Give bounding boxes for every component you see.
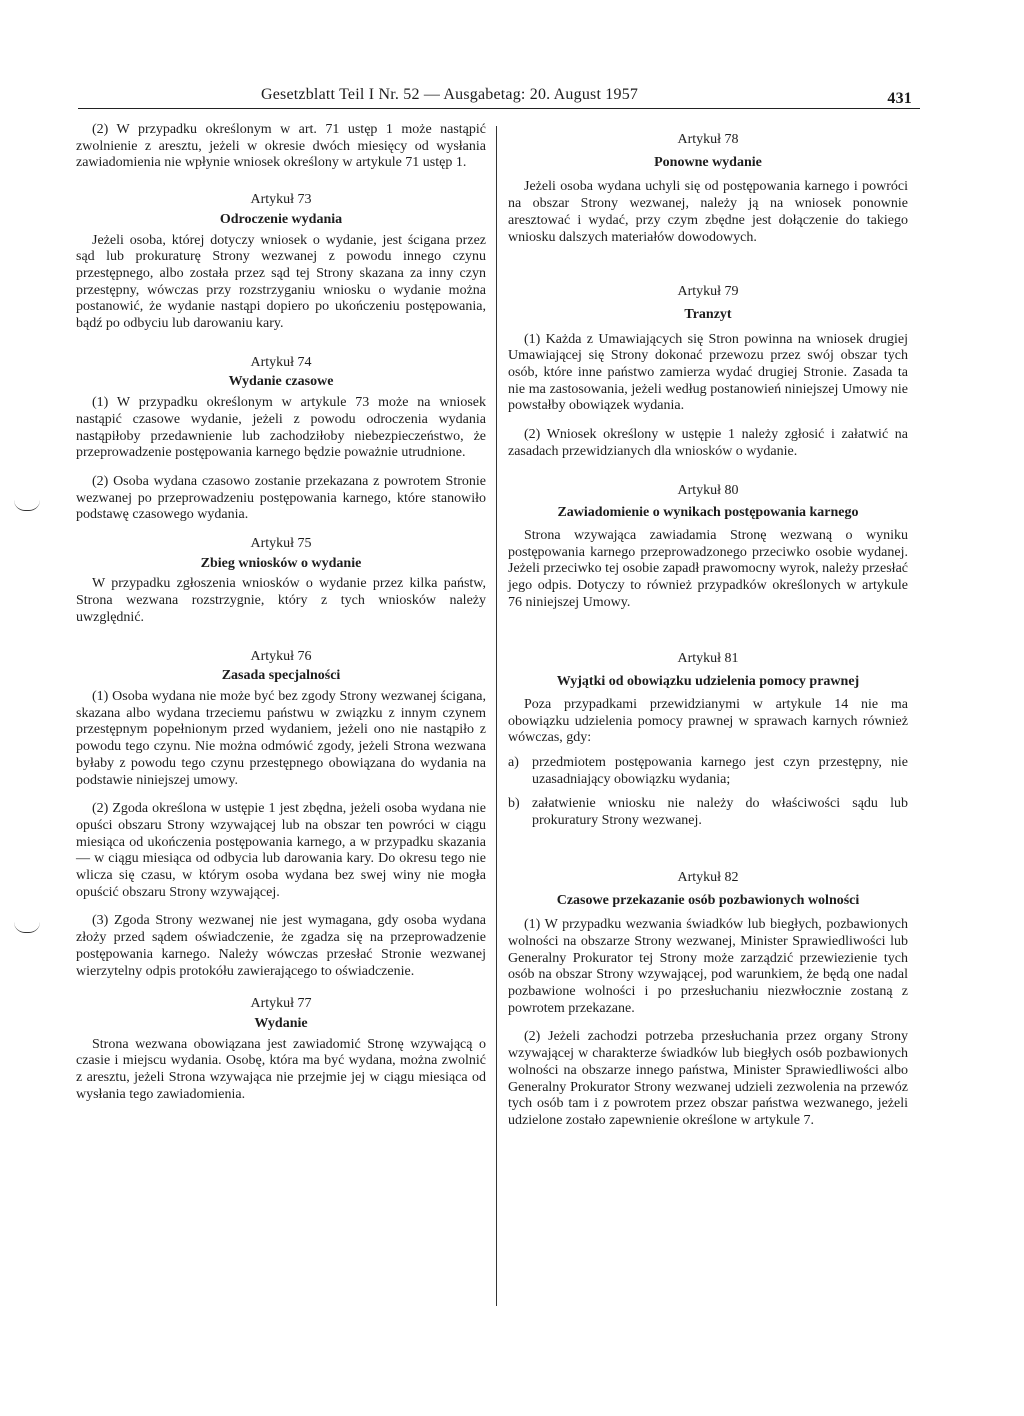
article-76 [76, 649, 486, 685]
page-number: 431 [887, 90, 912, 107]
margin-mark-icon [14, 500, 40, 511]
article-72-paragraph-2: (2) W przypadku określonym w art. 71 ustęp 1 może nastąpić zwolnienie z aresztu, jeżeli w okresie dwóch miesięcy od wysłania zawiadomienia nie wpłynie wniosek określony w artykule 71 ustęp 1. [76, 122, 486, 171]
article-75-text: W przypadku zgłoszenia wniosków o wydanie przez kilka państw, Strona wezwana rozstrzygnie, który z tych wniosków należy uwzględnić. [76, 576, 486, 625]
article-82-paragraph-1: (1) W przypadku wezwania świadków lub biegłych, pozbawionych wolności na obszarze Strony wezwanej, Minister Sprawiedliwości lub Generalny Prokurator tej Strony może zarządzić przewiezienie tych osób na obszar Strony wzywającej, pod warunkiem, że będą one nadal pozbawione wolności i po przesłuchaniu niezwłocznie zostaną z powrotem przekazane. [508, 917, 908, 1016]
article-number: Artykuł 79 [677, 284, 739, 300]
list-item [508, 796, 908, 829]
article-76-paragraph-3: (3) Zgoda Strony wezwanej nie jest wymagana, gdy osoba wydana złoży przed sądem oświadczenie, że zgadza się na przeprowadzenie postępowania karnego. Należy wówczas przesłać Stronie wezwanej wierzytelny odpis protokółu zawierającego to oświadczenie. [76, 913, 486, 979]
list-text: przedmiotem postępowania karnego jest czyn przestępny, nie uzasadniający obowiązku wydania; [532, 754, 908, 787]
page-header [78, 86, 920, 106]
list-text: załatwienie wniosku nie należy do właściwości sądu lub prokuratury Strony wezwanej. [532, 796, 908, 829]
header-rule [78, 108, 920, 109]
article-81 [508, 651, 908, 690]
article-77-text: Strona wezwana obowiązana jest zawiadomić Stronę wzywającą o czasie i miejscu wydania. Osobę, która ma być wydana, można zwolnić z aresztu, jeżeli Strona wzywająca nie przejmie jej w ciągu miesiąca od wysłania tego zawiadomienia. [76, 1036, 486, 1102]
article-81-text: Poza przypadkami przewidzianymi w artykule 14 nie ma obowiązku udzielenia pomocy prawnej w sprawach karnych również wówczas, gdy: [508, 696, 908, 746]
article-number: Artykuł 82 [677, 869, 739, 885]
article-number: Artykuł 73 [250, 192, 312, 208]
article-number: Artykuł 81 [677, 651, 739, 667]
article-title: Zbieg wniosków o wydanie [200, 555, 362, 571]
article-number: Artykuł 74 [250, 354, 312, 370]
list-item [508, 755, 908, 788]
column-divider [496, 126, 497, 1306]
left-column [76, 122, 486, 1103]
article-number: Artykuł 76 [250, 648, 312, 664]
article-76-paragraph-2: (2) Zgoda określona w ustępie 1 jest zbędna, jeżeli osoba wydana nie opuści obszaru Strony wzywającej lub na obszar ten powróci w ciągu miesiąca od ukończenia postępowania karnego, a w przypadku skazania — w ciągu miesiąca od odbycia lub darowania kary. Do okresu tego nie wlicza się czasu, w którym osoba wydana bez swej winy nie mogła opuścić obszaru Strony wzywającej. [76, 801, 486, 900]
article-title: Ponowne wydanie [654, 154, 762, 170]
running-title: Gesetzblatt Teil I Nr. 52 — Ausgabetag: 20. August 1957 [261, 86, 639, 103]
article-77 [76, 996, 486, 1032]
article-73-text: Jeżeli osoba, której dotyczy wniosek o wydanie, jest ścigana przez sąd lub prokuraturę Strony wezwanej z powodu innego czynu przestępnego, albo została przez sąd tej Strony skazana za inny czyn przestępny, wówczas przy rozstrzyganiu wniosku o wydanie można postanowić, że wydanie nastąpi dopiero po ukończeniu postępowania, bądź po odbyciu lub darowaniu kary. [76, 232, 486, 332]
article-82 [508, 870, 908, 909]
article-title: Odroczenie wydania [219, 211, 343, 227]
article-title: Wydanie czasowe [228, 374, 334, 390]
article-73 [76, 192, 486, 228]
article-80-text: Strona wzywająca zawiadamia Stronę wezwaną o wyniku postępowania karnego przeprowadzonego przeciwko osobie wydanej. Jeżeli przeciwko tej osobie zapadł prawomocny wyrok, należy przesłać jego odpis. Dotyczy to również przypadków określonych w artykule 76 niniejszej Umowy. [508, 527, 908, 610]
list-marker: a) [508, 754, 519, 770]
article-number: Artykuł 80 [677, 482, 739, 498]
article-number: Artykuł 75 [250, 536, 312, 552]
article-number: Artykuł 77 [250, 996, 312, 1012]
list-marker: b) [508, 796, 520, 812]
article-74-paragraph-2: (2) Osoba wydana czasowo zostanie przekazana z powrotem Stronie wezwanej po przeprowadzeniu postępowania karnego, które stanowiło podstawę czasowego wydania. [76, 473, 486, 523]
article-78 [508, 132, 908, 171]
article-82-paragraph-2: (2) Jeżeli zachodzi potrzeba przesłuchania przez organy Strony wzywającej w charakterze świadków lub biegłych osób pozbawionych wolności na obszarze innego państwa, Minister Sprawiedliwości albo Generalny Prokurator Strony wezwanej udzieli zezwolenia na przewóz tych osób tam i z powrotem przez obszar państwa wezwanego, jeżeli udzielone zostało zapewnienie określone w artykule 7. [508, 1029, 908, 1128]
article-title: Wydanie [254, 1015, 308, 1031]
article-number: Artykuł 78 [677, 132, 739, 147]
article-title: Czasowe przekazanie osób pozbawionych wolności [556, 892, 860, 908]
article-74-paragraph-1: (1) W przypadku określonym w artykule 73 może na wniosek nastąpić czasowe wydanie, jeżeli z powodu odroczenia wydania nastąpiłoby przedawnienie lub zachodziłoby niebezpieczeństwo, że przeprowadzenie postępowania karnego będzie poważnie utrudnione. [76, 395, 486, 461]
article-78-text: Jeżeli osoba wydana uchyli się od postępowania karnego i powróci na obszar Strony wezwanej, należy ją na wniosek ponownie aresztować i wydać, przy czym zbędne jest dołączenie do takiego wniosku dalszych materiałów dowodowych. [508, 179, 908, 245]
article-title: Zawiadomienie o wynikach postępowania karnego [557, 505, 859, 521]
right-column [508, 122, 908, 1130]
article-79 [508, 284, 908, 323]
article-title: Tranzyt [684, 306, 732, 322]
article-74 [76, 355, 486, 391]
article-79-paragraph-1: (1) Każda z Umawiających się Stron powinna na wniosek drugiej Umawiającej się Strony dokonać przewozu przez swój obszar tych osób, które inne państwo zamierza wydać drugiej Stronie. Zasada ta nie ma zastosowania, jeżeli według postanowień niniejszej Umowy nie powstałby obowiązek wydania. [508, 331, 908, 414]
article-title: Wyjątki od obowiązku udzielenia pomocy prawnej [556, 674, 860, 690]
article-76-paragraph-1: (1) Osoba wydana nie może być bez zgody Strony wezwanej ścigana, skazana albo wydana trzeciemu państwu w związku z innym czynem przestępnym popełnionym przed wydaniem, jeżeli ono nie nastąpiło z powodu tego czynu. Nie można odmówić zgody, jeżeli Strona wezwana byłaby z powodu tego czynu przestępnego obowiązana do wydania na podstawie niniejszej umowy. [76, 688, 486, 788]
margin-mark-icon [14, 922, 40, 933]
article-79-paragraph-2: (2) Wniosek określony w ustępie 1 należy zgłosić i załatwić na zasadach przewidzianych dla wniosków o wydanie. [508, 427, 908, 459]
article-80 [508, 483, 908, 522]
article-title: Zasada specjalności [221, 668, 341, 684]
article-75 [76, 536, 486, 572]
